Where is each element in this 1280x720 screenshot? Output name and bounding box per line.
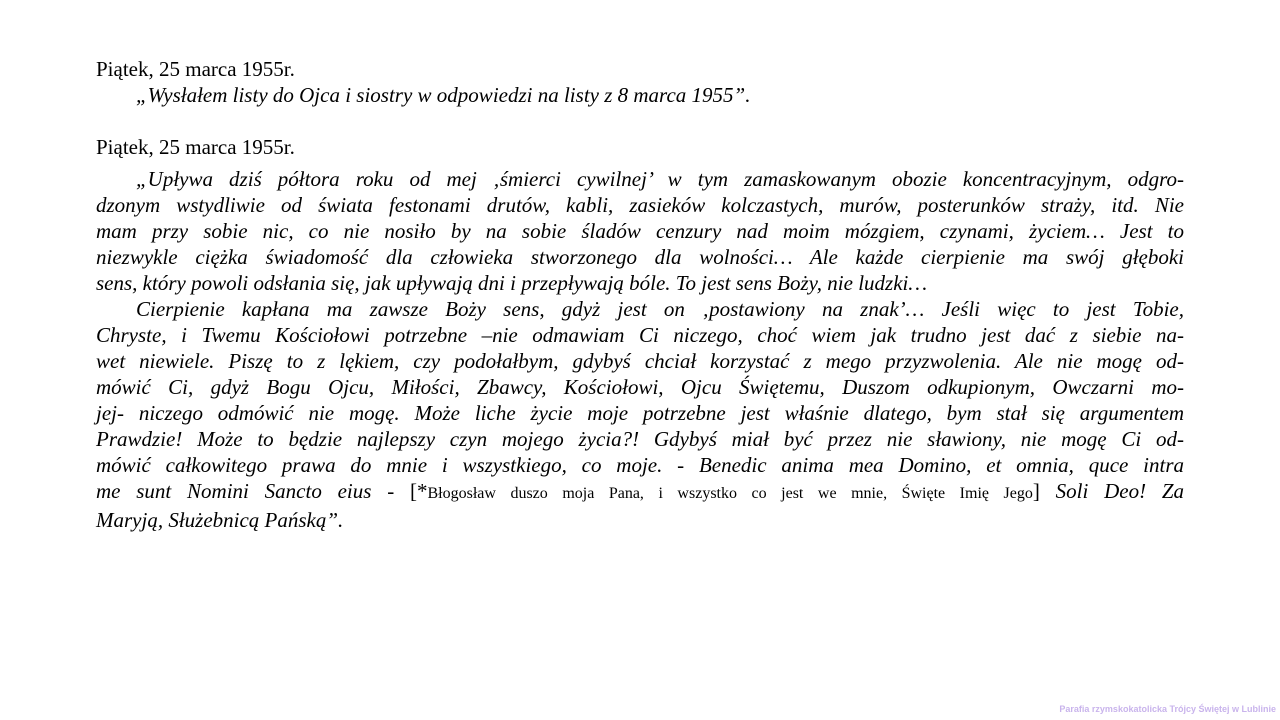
text-segment: Soli Deo! Za xyxy=(1039,479,1185,503)
text-line: Cierpienie kapłana ma zawsze Boży sens, gdyż jest on ‚postawiony na znak’… Jeśli więc to jest Tobie, xyxy=(136,297,1184,321)
text-line: Chryste, i Twemu Kościołowi potrzebne –nie odmawiam Ci niczego, choć wiem jak trudno jest dać z siebie na- xyxy=(96,323,1184,347)
date-heading-1: Piątek, 25 marca 1955r. xyxy=(96,57,295,81)
text-line: Prawdzie! Może to będzie najlepszy czyn mojego życia?! Gdybyś miał być przez nie sławiony, nie mogę Ci od- xyxy=(96,427,1184,451)
text-line: „Wysłałem listy do Ojca i siostry w odpowiedzi na listy z 8 marca 1955”. xyxy=(136,83,751,107)
text-segment: me sunt Nomini Sancto eius - xyxy=(96,479,410,503)
text-line: sens, który powoli odsłania się, jak upływają dni i przepływają bóle. To jest sens Boży, nie ludzki… xyxy=(96,271,928,295)
diary-paragraph-2 xyxy=(96,296,1184,533)
text-line: „Upływa dziś półtora roku od mej ‚śmierci cywilnej’ w tym zamaskowanym obozie koncentracyjnym, odgro- xyxy=(136,167,1184,191)
text-line: Maryją, Służebnicą Pańską”. xyxy=(96,508,344,532)
text-segment: Błogosław duszo moja Pana, i wszystko co jest we mnie, Święte Imię Jego xyxy=(427,485,1033,502)
text-segment: ] xyxy=(1032,479,1040,503)
blank-line xyxy=(96,108,1184,134)
quote-paragraph xyxy=(96,82,1184,108)
text-line: mówić całkowitego prawa do mnie i wszystkiego, co moje. - Benedic anima mea Domino, et omnia, quce intra xyxy=(96,453,1184,477)
document-content xyxy=(96,56,1184,533)
text-line: niezwykle ciężka świadomość dla człowieka stworzonego dla wolności… Ale każde cierpienie ma swój głęboki xyxy=(96,245,1184,269)
text-line: jej- niczego odmówić nie mogę. Może liche życie moje potrzebne jest właśnie dlatego, bym stał się argumentem xyxy=(96,401,1184,425)
text-line: mówić Ci, gdyż Bogu Ojcu, Miłości, Zbawcy, Kościołowi, Ojcu Świętemu, Duszom odkupionym, Owczarni mo- xyxy=(96,375,1184,399)
text-segment: [* xyxy=(409,479,428,503)
text-line: wet niewiele. Piszę to z lękiem, czy podołałbym, gdybyś chciał korzystać z mego przyzwolenia. Ale nie mogę od- xyxy=(96,349,1184,373)
diary-paragraph-1 xyxy=(96,166,1184,296)
parish-watermark: Parafia rzymskokatolicka Trójcy Świętej w Lublinie xyxy=(1059,704,1276,714)
date-heading-2: Piątek, 25 marca 1955r. xyxy=(96,135,295,159)
text-line xyxy=(96,478,1184,507)
text-line: dzonym wstydliwie od świata festonami drutów, kabli, zasieków kolczastych, murów, posterunków straży, itd. Nie xyxy=(96,193,1184,217)
text-line: mam przy sobie nic, co nie nosiło by na sobie śladów cenzury nad moim mózgiem, czynami, życiem… Jest to xyxy=(96,219,1184,243)
